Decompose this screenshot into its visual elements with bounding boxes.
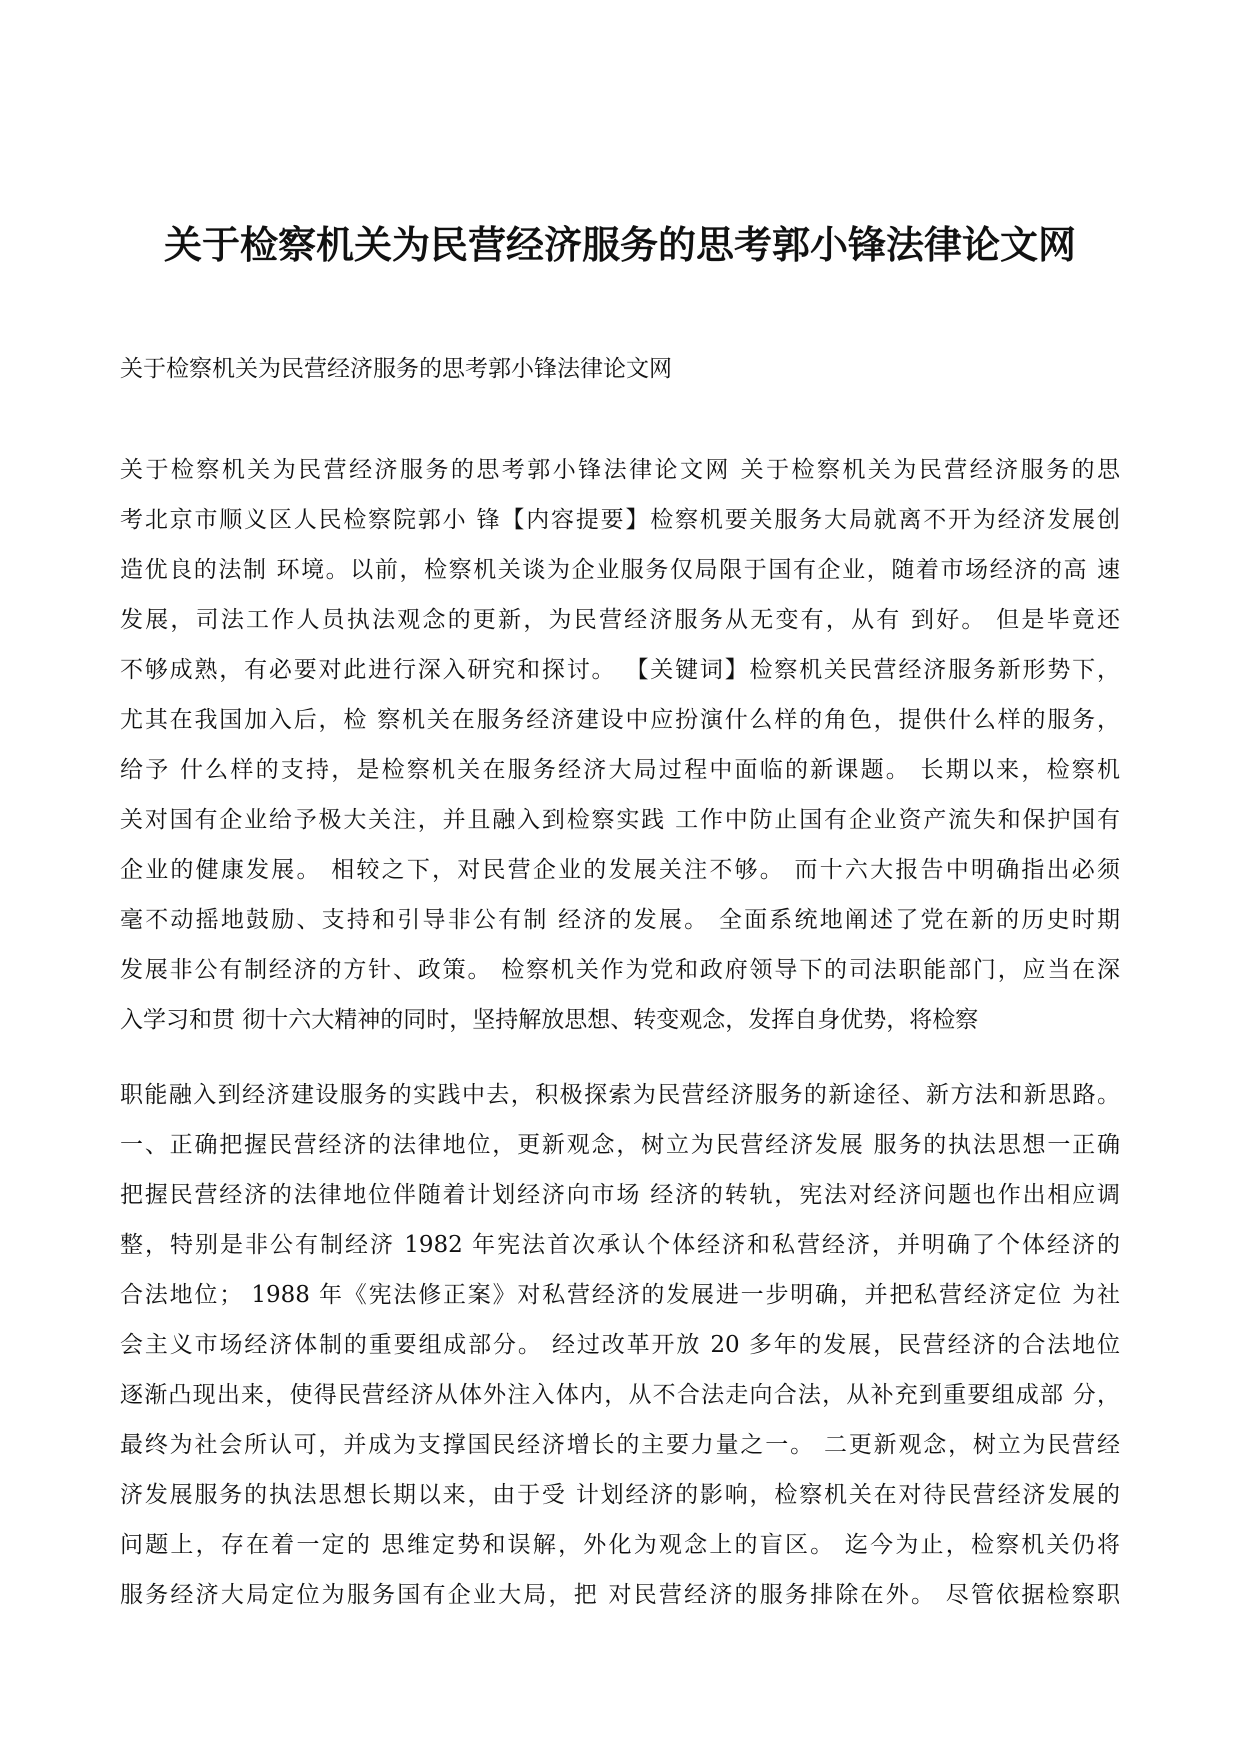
text-line: 造优良的法制 环境。以前，检察机关谈为企业服务仅局限于国有企业，随着市场经济的高 速 [120, 557, 1120, 583]
text-line: 给予 什么样的支持，是检察机关在服务经济大局过程中面临的新课题。 长期以来，检察机 [120, 757, 1120, 783]
text-line: 发展非公有制经济的方针、政策。 检察机关作为党和政府领导下的司法职能部门，应当在深 [120, 957, 1120, 983]
text-line: 把握民营经济的法律地位伴随着计划经济向市场 经济的转轨，宪法对经济问题也作出相应调 [120, 1182, 1120, 1208]
document-title: 关于检察机关为民营经济服务的思考郭小锋法律论文网 [163, 222, 1076, 267]
text-line: 职能融入到经济建设服务的实践中去，积极探索为民营经济服务的新途径、新方法和新思路。 [120, 1082, 1120, 1108]
paragraph-2 [120, 1070, 1120, 1620]
text-line: 济发展服务的执法思想长期以来，由于受 计划经济的影响，检察机关在对待民营经济发展的 [120, 1482, 1120, 1508]
text-line: 考北京市顺义区人民检察院郭小 锋【内容提要】检察机要关服务大局就离不开为经济发展创 [120, 507, 1120, 533]
text-line: 毫不动摇地鼓励、支持和引导非公有制 经济的发展。 全面系统地阐述了党在新的历史时期 [120, 907, 1120, 933]
text-line: 整，特别是非公有制经济 1982 年宪法首次承认个体经济和私营经济，并明确了个体经济的 [120, 1232, 1120, 1258]
text-line: 逐渐凸现出来，使得民营经济从体外注入体内，从不合法走向合法，从补充到重要组成部 分， [120, 1382, 1120, 1408]
text-line: 发展，司法工作人员执法观念的更新，为民营经济服务从无变有，从有 到好。 但是毕竟还 [120, 607, 1120, 633]
text-line: 合法地位； 1988 年《宪法修正案》对私营经济的发展进一步明确，并把私营经济定位 为社 [120, 1282, 1120, 1308]
text-line: 入学习和贯 彻十六大精神的同时，坚持解放思想、转变观念，发挥自身优势，将检察 [120, 1007, 979, 1033]
document-subtitle: 关于检察机关为民营经济服务的思考郭小锋法律论文网 [120, 356, 672, 382]
text-line: 关于检察机关为民营经济服务的思考郭小锋法律论文网 关于检察机关为民营经济服务的思 [120, 457, 1120, 483]
text-line: 会主义市场经济体制的重要组成部分。 经过改革开放 20 多年的发展，民营经济的合法地位 [120, 1332, 1120, 1358]
text-line: 服务经济大局定位为服务国有企业大局，把 对民营经济的服务排除在外。 尽管依据检察职 [120, 1582, 1120, 1608]
text-line: 企业的健康发展。 相较之下，对民营企业的发展关注不够。 而十六大报告中明确指出必须 [120, 857, 1120, 883]
text-line: 不够成熟，有必要对此进行深入研究和探讨。 【关键词】检察机关民营经济服务新形势下， [120, 657, 1120, 683]
paragraph-1 [120, 445, 1120, 1045]
text-line: 关对国有企业给予极大关注，并且融入到检察实践 工作中防止国有企业资产流失和保护国有 [120, 807, 1120, 833]
text-line: 尤其在我国加入后，检 察机关在服务经济建设中应扮演什么样的角色，提供什么样的服务， [120, 707, 1120, 733]
text-line: 问题上，存在着一定的 思维定势和误解，外化为观念上的盲区。 迄今为止，检察机关仍将 [120, 1532, 1120, 1558]
text-line: 一、正确把握民营经济的法律地位，更新观念，树立为民营经济发展 服务的执法思想一正确 [120, 1132, 1120, 1158]
text-line: 最终为社会所认可，并成为支撑国民经济增长的主要力量之一。 二更新观念，树立为民营经 [120, 1432, 1120, 1458]
